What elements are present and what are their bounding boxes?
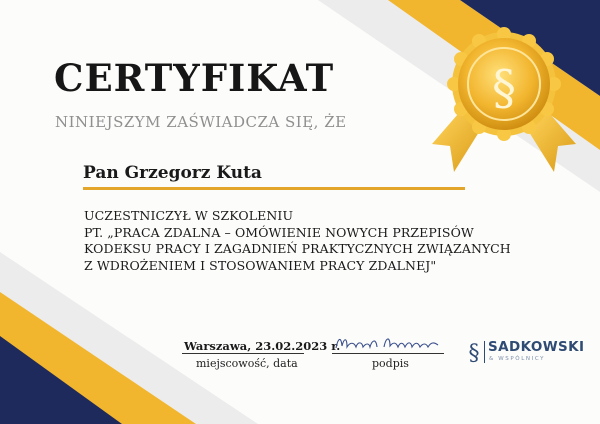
place-date-line xyxy=(182,353,304,354)
recipient-underline xyxy=(83,187,465,190)
svg-text:§: § xyxy=(468,341,480,366)
place-date-caption: miejscowość, data xyxy=(196,357,298,370)
certificate-body xyxy=(84,208,511,274)
handwritten-signature xyxy=(332,332,444,354)
place-date: Warszawa, 23.02.2023 r. xyxy=(184,339,341,353)
signature-caption: podpis xyxy=(372,357,409,370)
paragraph-logo-icon xyxy=(466,338,482,366)
svg-text:§: § xyxy=(492,60,516,116)
company-logo xyxy=(466,338,585,368)
signature-line xyxy=(332,353,444,354)
certificate-subtitle: NINIEJSZYM ZAŚWIADCZA SIĘ, ŻE xyxy=(55,113,347,131)
body-line: UCZESTNICZYŁ W SZKOLENIU xyxy=(84,208,294,223)
logo-separator xyxy=(484,341,485,363)
gold-medal-icon xyxy=(428,26,588,176)
logo-name: SADKOWSKI xyxy=(488,339,585,355)
logo-subtitle: & WSPÓLNICY xyxy=(489,356,546,362)
certificate-title: CERTYFIKAT xyxy=(54,56,335,100)
body-line: KODEKSU PRACY I ZAGADNIEŃ PRAKTYCZNYCH ZWIĄZANYCH xyxy=(84,241,511,256)
body-line: Z WDROŻENIEM I STOSOWANIEM PRACY ZDALNEJ" xyxy=(84,257,437,273)
recipient-name: Pan Grzegorz Kuta xyxy=(83,163,262,183)
body-line: PT. „PRACA ZDALNA – OMÓWIENIE NOWYCH PRZEPISÓW xyxy=(84,224,474,240)
